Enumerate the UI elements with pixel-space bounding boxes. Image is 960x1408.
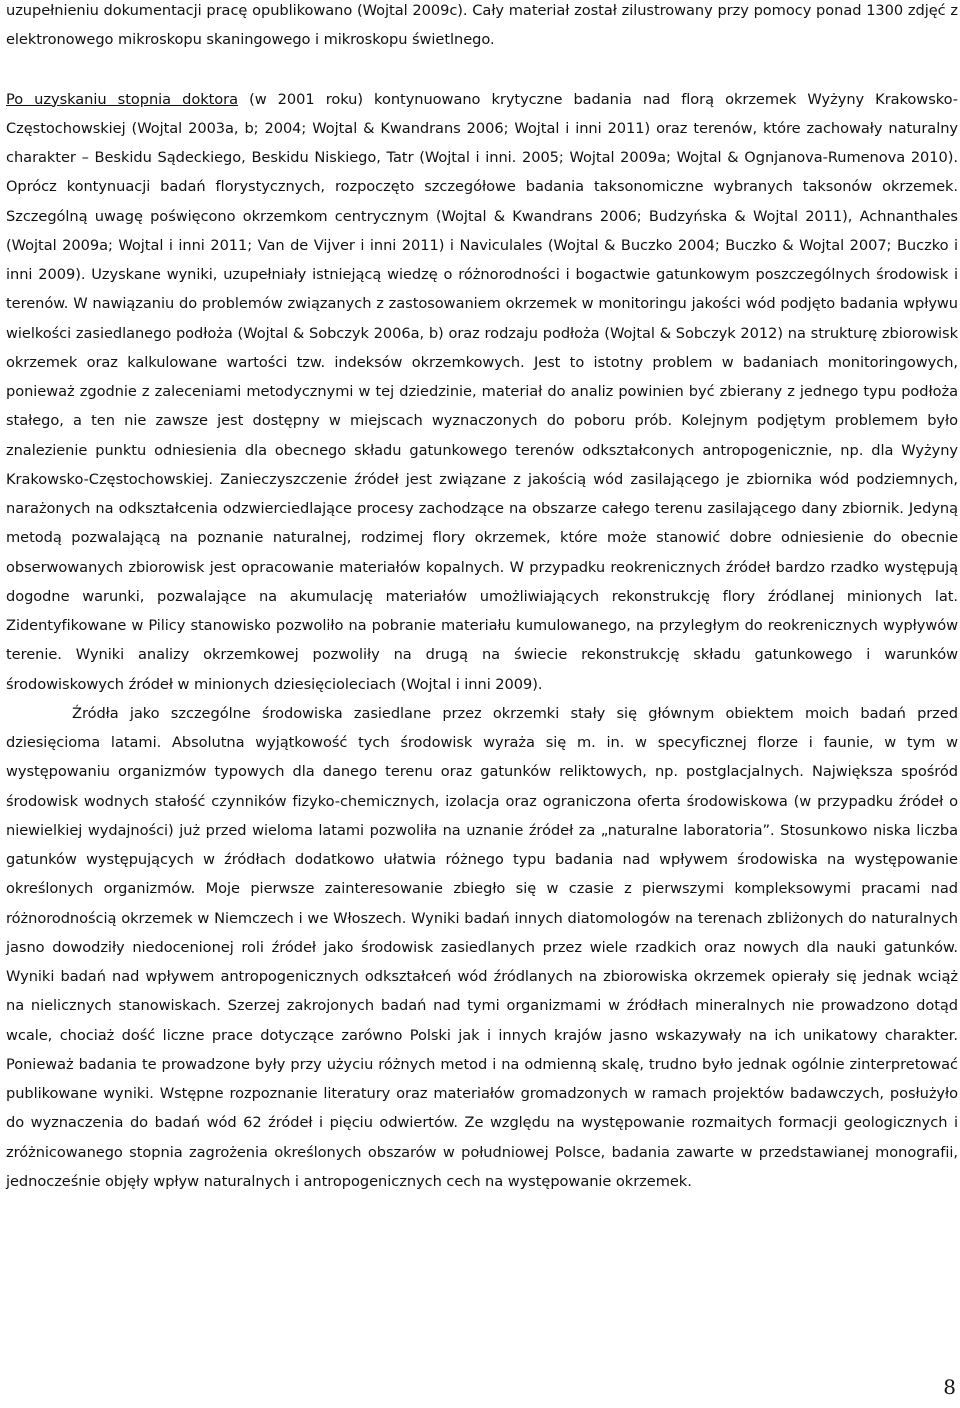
- underlined-phrase: Po uzyskaniu stopnia doktora: [6, 90, 239, 108]
- paragraph-springs-research: Źródła jako szczególne środowiska zasiedlane przez okrzemki stały się głównym obiektem moich badań przed dziesięcioma latami. Absolutna wyjątkowość tych środowisk wyraża się m. in. w specyficznej florze i faunie, w tym w występowaniu organizmów typowych dla danego terenu oraz gatunków reliktowych, np. postglacjalnych. Największa spośród środowisk wodnych stałość czynników fizyko-chemicznych, izolacja oraz ograniczona oferta środowiskowa (w przypadku źródeł o niewielkiej wydajności) już przed wieloma latami pozwoliła na uznanie źródeł za „naturalne laboratoria”. Stosunkowo niska liczba gatunków występujących w źródłach dodatkowo ułatwia różnego typu badania nad wpływem środowiska na występowanie określonych organizmów. Moje pierwsze zainteresowanie zbiegło się w czasie z pierwszymi kompleksowymi pracami nad różnorodnością okrzemek w Niemczech i we Włoszech. Wyniki badań innych diatomologów na terenach zbliżonych do naturalnych jasno dowodziły niedocenionej roli źródeł jako środowisk zasiedlanych przez wiele rzadkich oraz nowych dla nauki gatunków. Wyniki badań nad wpływem antropogenicznych odkształceń wód źródlanych na zbiorowiska okrzemek opierały się jednak wciąż na nielicznych stanowiskach. Szerzej zakrojonych badań nad tymi organizmami w źródłach mineralnych nie prowadzono dotąd wcale, chociaż dość liczne prace dotyczące zarówno Polski jak i innych krajów jasno wskazywały na ich unikatowy charakter. Ponieważ badania te prowadzone były przy użyciu różnych metod i na odmienną skalę, trudno było jednak ogólnie zinterpretować publikowane wyniki. Wstępne rozpoznanie literatury oraz materiałów gromadzonych w ramach projektów badawczych, posłużyło do wyznaczenia do badań wód 62 źródeł i pięciu odwiertów. Ze względu na występowanie rozmaitych formacji geologicznych i zróżnicowanego stopnia zagrożenia określonych obszarów w południowej Polsce, badania zawarte w przedstawianej monografii, jednocześnie objęły wpływ naturalnych i antropogenicznych cech na występowanie okrzemek.: [6, 704, 958, 1190]
- paragraph-intro-continuation: uzupełnieniu dokumentacji pracę opublikowano (Wojtal 2009c). Cały materiał został zilustrowany przy pomocy ponad 1300 zdjęć z elektronowego mikroskopu skaningowego i mikroskopu świetlnego.: [6, 2, 958, 49]
- paragraph-research-after-doctorate: [6, 85, 958, 699]
- paragraph-body: (w 2001 roku) kontynuowano krytyczne badania nad florą okrzemek Wyżyny Krakowsko-Częstochowskiej (Wojtal 2003a, b; 2004; Wojtal & Kwandrans 2006; Wojtal i inni 2011) oraz terenów, które zachowały naturalny charakter – Beskidu Sądeckiego, Beskidu Niskiego, Tatr (Wojtal i inni. 2005; Wojtal 2009a; Wojtal & Ognjanova-Rumenova 2010). Oprócz kontynuacji badań florystycznych, rozpoczęto szczegółowe badania taksonomiczne wybranych taksonów okrzemek. Szczególną uwagę poświęcono okrzemkom centrycznym (Wojtal & Kwandrans 2006; Budzyńska & Wojtal 2011), Achnanthales (Wojtal 2009a; Wojtal i inni 2011; Van de Vijver i inni 2011) i Naviculales (Wojtal & Buczko 2004; Buczko & Wojtal 2007; Buczko i inni 2009). Uzyskane wyniki, uzupełniały istniejącą wiedzę o różnorodności i bogactwie gatunkowym poszczególnych środowisk i terenów. W nawiązaniu do problemów związanych z zastosowaniem okrzemek w monitoringu jakości wód podjęto badania wpływu wielkości zasiedlanego podłoża (Wojtal & Sobczyk 2006a, b) oraz rodzaju podłoża (Wojtal & Sobczyk 2012) na strukturę zbiorowisk okrzemek oraz kalkulowane wartości tzw. indeksów okrzemkowych. Jest to istotny problem w badaniach monitoringowych, ponieważ zgodnie z zaleceniami metodycznymi w tej dziedzinie, materiał do analiz powinien być zbierany z jednego typu podłoża stałego, a ten nie zawsze jest dostępny w miejscach wyznaczonych do poboru prób. Kolejnym podjętym problemem było znalezienie punktu odniesienia dla obecnego składu gatunkowego terenów odkształconych antropogenicznie, np. dla Wyżyny Krakowsko-Częstochowskiej. Zanieczyszczenie źródeł jest związane z jakością wód zasilającego je zbiornika wód podziemnych, narażonych na odkształcenia odzwierciedlające procesy zachodzące na obszarze całego terenu zasilającego dany zbiornik. Jedyną metodą pozwalającą na poznanie naturalnej, rodzimej flory okrzemek, które może stanowić dobre odniesienie do obecnie obserwowanych zbiorowisk jest opracowanie materiałów kopalnych. W przypadku reokrenicznych źródeł bardzo rzadko występują dogodne warunki, pozwalające na akumulację materiałów umożliwiających rekonstrukcję flory źródlanej minionych lat. Zidentyfikowane w Pilicy stanowisko pozwoliło na pobranie materiału kumulowanego, na przyległym do reokrenicznych wypływów terenie. Wyniki analizy okrzemkowej pozwoliły na drugą na świecie rekonstrukcję składu gatunkowego i warunków środowiskowych źródeł w minionych dziesięcioleciach (Wojtal i inni 2009).: [6, 90, 958, 693]
- page-number: 8: [943, 1375, 956, 1399]
- document-page: [6, 0, 958, 1196]
